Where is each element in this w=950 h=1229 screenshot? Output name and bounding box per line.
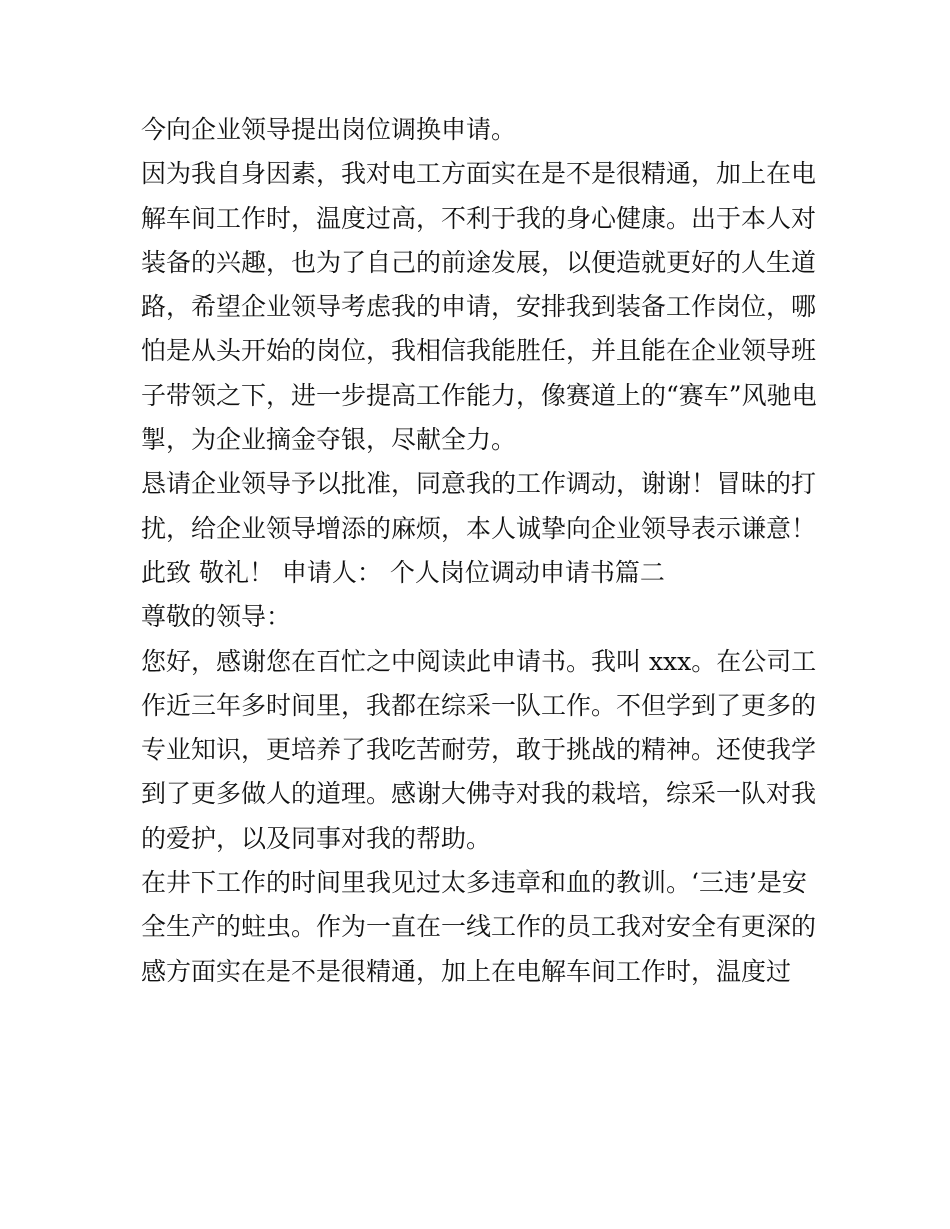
text-line: 装备的兴趣，也为了自己的前途发展，以便造就更好的人生道 [141,247,817,277]
text-line: 子带领之下，进一步提高工作能力，像赛道上的“赛车”风驰电 [141,380,817,410]
text-line: 尊敬的领导： [141,602,292,632]
text-line: 感方面实在是不是很精通，加上在电解车间工作时，温度过 [141,956,792,986]
text-line: 今向企业领导提出岗位调换申请。 [141,115,517,144]
text-line: 您好，感谢您在百忙之中阅读此申请书。我叫 xxx。在公司工 [141,646,817,676]
text-line: 的爱护，以及同事对我的帮助。 [141,823,492,853]
text-line: 专业知识，更培养了我吃苦耐劳，敢于挑战的精神。还使我学 [141,735,817,765]
text-line: 此致 敬礼！ 申请人： 个人岗位调动申请书篇二 [141,557,665,587]
text-line: 解车间工作时，温度过高，不利于我的身心健康。出于本人对 [141,203,817,233]
text-line: 路，希望企业领导考虑我的申请，安排我到装备工作岗位，哪 [141,292,817,322]
text-line: 因为我自身因素，我对电工方面实在是不是很精通，加上在电 [141,159,817,189]
text-line: 到了更多做人的道理。感谢大佛寺对我的栽培，综采一队对我 [141,779,817,809]
text-line: 怕是从头开始的岗位，我相信我能胜任，并且能在企业领导班 [141,336,817,366]
text-line: 全生产的蛀虫。作为一直在一线工作的员工我对安全有更深的 [141,912,817,942]
text-line: 掣，为企业摘金夺银，尽献全力。 [141,425,517,455]
text-line: 扰，给企业领导增添的麻烦，本人诚挚向企业领导表示谦意！ [141,513,817,543]
document-body [141,108,821,994]
text-line: 恳请企业领导予以批准，同意我的工作调动，谢谢！冒昧的打 [141,469,817,499]
text-line: 作近三年多时间里，我都在综采一队工作。不但学到了更多的 [141,690,817,720]
text-line: 在井下工作的时间里我见过太多违章和血的教训。‘三违’是安 [141,868,807,898]
